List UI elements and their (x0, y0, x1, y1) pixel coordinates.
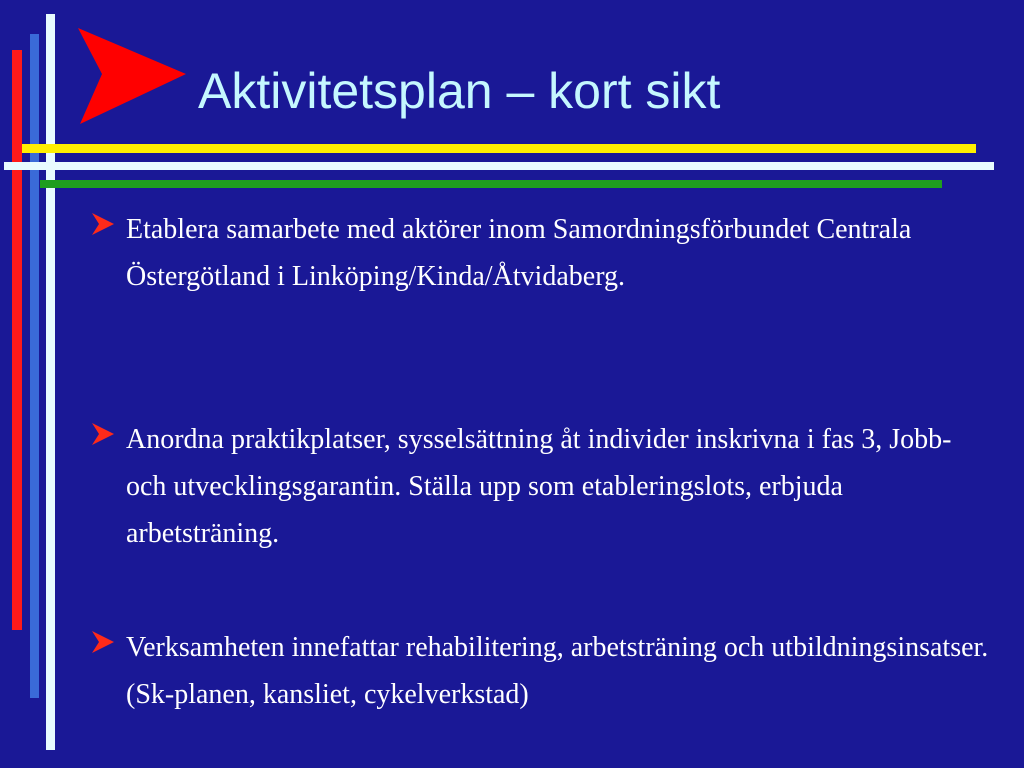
decor-bar-yellow-horizontal (22, 144, 976, 153)
list-item (90, 624, 990, 718)
decor-bar-green-horizontal (40, 180, 942, 188)
arrowhead-bullet-icon (90, 416, 126, 452)
arrowhead-bullet-icon (90, 624, 126, 660)
decor-bar-blue-vertical (30, 34, 39, 698)
bullet-text: Anordna praktikplatser, sysselsättning åt individer inskrivna i fas 3, Jobb-och utvecklingsgarantin. Ställa upp som etableringslots, erbjuda arbetsträning. (126, 424, 952, 549)
red-arrow-chevron-logo-icon (76, 24, 188, 126)
bullet-text: Etablera samarbete med aktörer inom Samordningsförbundet Centrala Östergötland i Linköping/Kinda/Åtvidaberg. (126, 214, 912, 292)
list-item (90, 206, 990, 300)
slide-title: Aktivitetsplan – kort sikt (198, 63, 721, 119)
decor-bar-white-vertical (46, 14, 55, 750)
bullet-text: Verksamheten innefattar rehabilitering, arbetsträning och utbildningsinsatser. (Sk-planen, kansliet, cykelverkstad) (126, 632, 989, 710)
decor-bar-white-horizontal (4, 162, 994, 170)
arrowhead-bullet-icon (90, 206, 126, 242)
list-item (90, 416, 990, 557)
decor-bar-red-vertical (12, 50, 22, 630)
